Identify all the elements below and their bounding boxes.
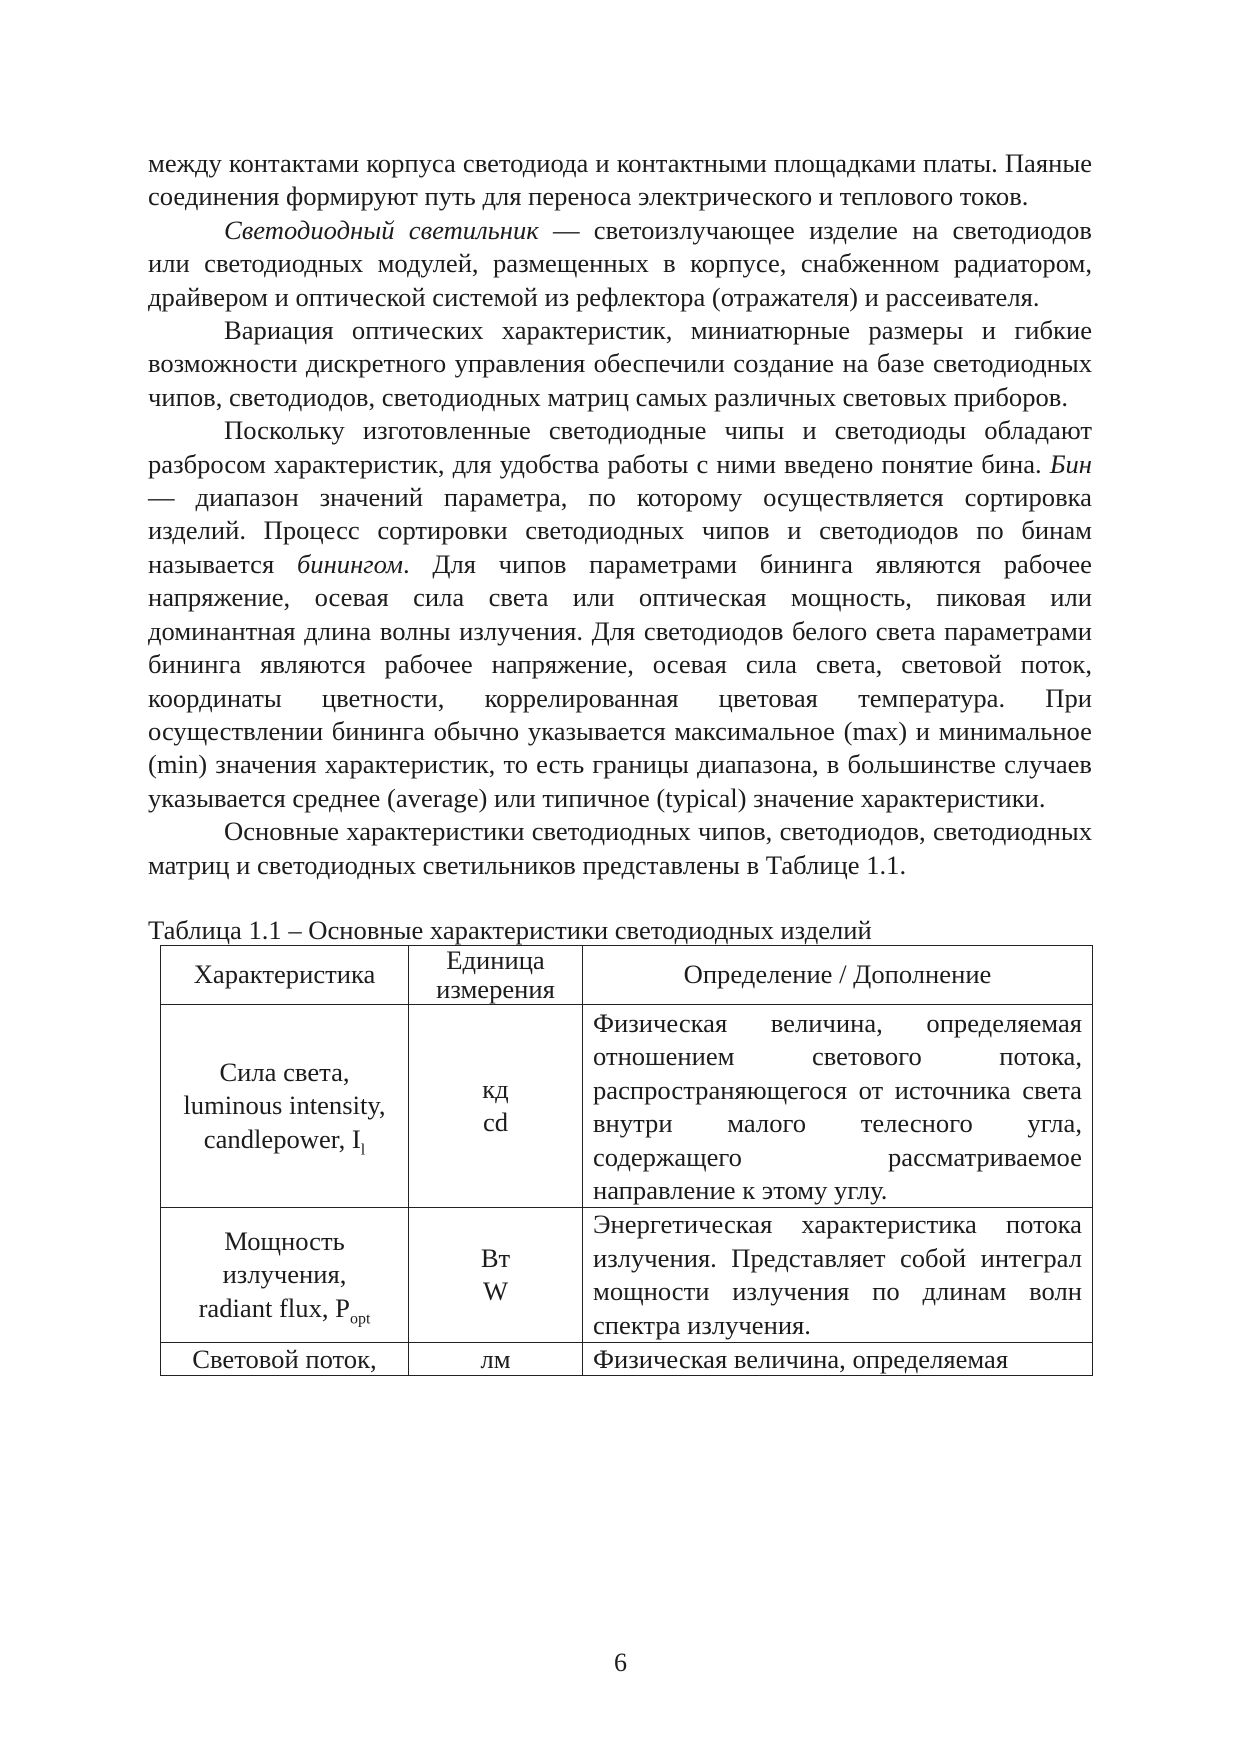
document-page [148,147,1092,1376]
cell-characteristic: Сила света, luminous intensity, candlepower, $I_l$ [161,1004,409,1207]
header-characteristic: Характеристика [161,945,409,1004]
cell-characteristic: Мощность излучения, radiant flux, $P_{opt}$ [161,1208,409,1343]
characteristics-table [160,945,1093,1376]
table-caption: Таблица 1.1 – Основные характеристики светодиодных изделий [148,914,872,945]
paragraph: Основные характеристики светодиодных чипов, светодиодов, светодиодных матриц и светодиодных светильников представлены в Таблице 1.1. [148,816,1092,880]
table-row [161,1208,1093,1343]
page-number: 6 [614,1648,627,1677]
term-bin: Бин [1049,448,1092,479]
cell-definition: Физическая величина, определяемая отношением светового потока, распространяющегося от источника света внутри малого телесного угла, содержащего рассматриваемое направление к этому углу. [583,1004,1093,1207]
cell-unit: кд cd [409,1004,583,1207]
paragraph: между контактами корпуса светодиода и контактными площадками платы. Паяные соединения формируют путь для переноса электрического и теплового токов. [148,148,1092,212]
header-definition: Определение / Дополнение [583,945,1093,1004]
cell-definition: Физическая величина, определяемая [583,1343,1093,1376]
header-unit: Единица измерения [409,945,583,1004]
term-binning: бинингом [296,548,403,579]
cell-definition: Энергетическая характеристика потока излучения. Представляет собой интеграл мощности излучения по длинам волн спектра излучения. [583,1208,1093,1343]
term-led-luminaire: Светодиодный светильник [224,214,539,245]
cell-unit: лм [409,1343,583,1376]
paragraph-led-luminaire: Светодиодный светильник — светоизлучающее изделие на светодиодов или светодиодных модулей, размещенных в корпусе, снабженном радиатором, драйвером и оптической системой из рефлектора (отражателя) и рассеивателя. [148,214,1092,312]
table-row [161,1343,1093,1376]
paragraph-binning: Поскольку изготовленные светодиодные чипы и светодиоды обладают разбросом характеристик, для удобства работы с ними введено понятие бина. Бин — диапазон значений параметра, по которому осуществляется сортировка изделий. Процесс сортировки светодиодных чипов и светодиодов по бинам называется бинингом. Для чипов параметрами бининга являются рабочее напряжение, осевая сила света или оптическая мощность, пиковая или доминантная длина волны излучения. Для светодиодов белого света параметрами бининга являются рабочее напряжение, осевая сила света, световой поток, координаты цветности, коррелированная цветовая температура. При осуществлении бининга обычно указывается максимальное (max) и минимальное (min) значения характеристик, то есть границы диапазона, в большинстве случаев указывается среднее (average) или типичное (typical) значение характеристики. [148,415,1092,813]
table-header-row [161,945,1093,1004]
cell-unit: Вт W [409,1208,583,1343]
table-row [161,1004,1093,1207]
paragraph: Вариация оптических характеристик, миниатюрные размеры и гибкие возможности дискретного управления обеспечили создание на базе светодиодных чипов, светодиодов, светодиодных матриц самых различных световых приборов. [148,315,1092,412]
cell-characteristic: Световой поток, [161,1343,409,1376]
